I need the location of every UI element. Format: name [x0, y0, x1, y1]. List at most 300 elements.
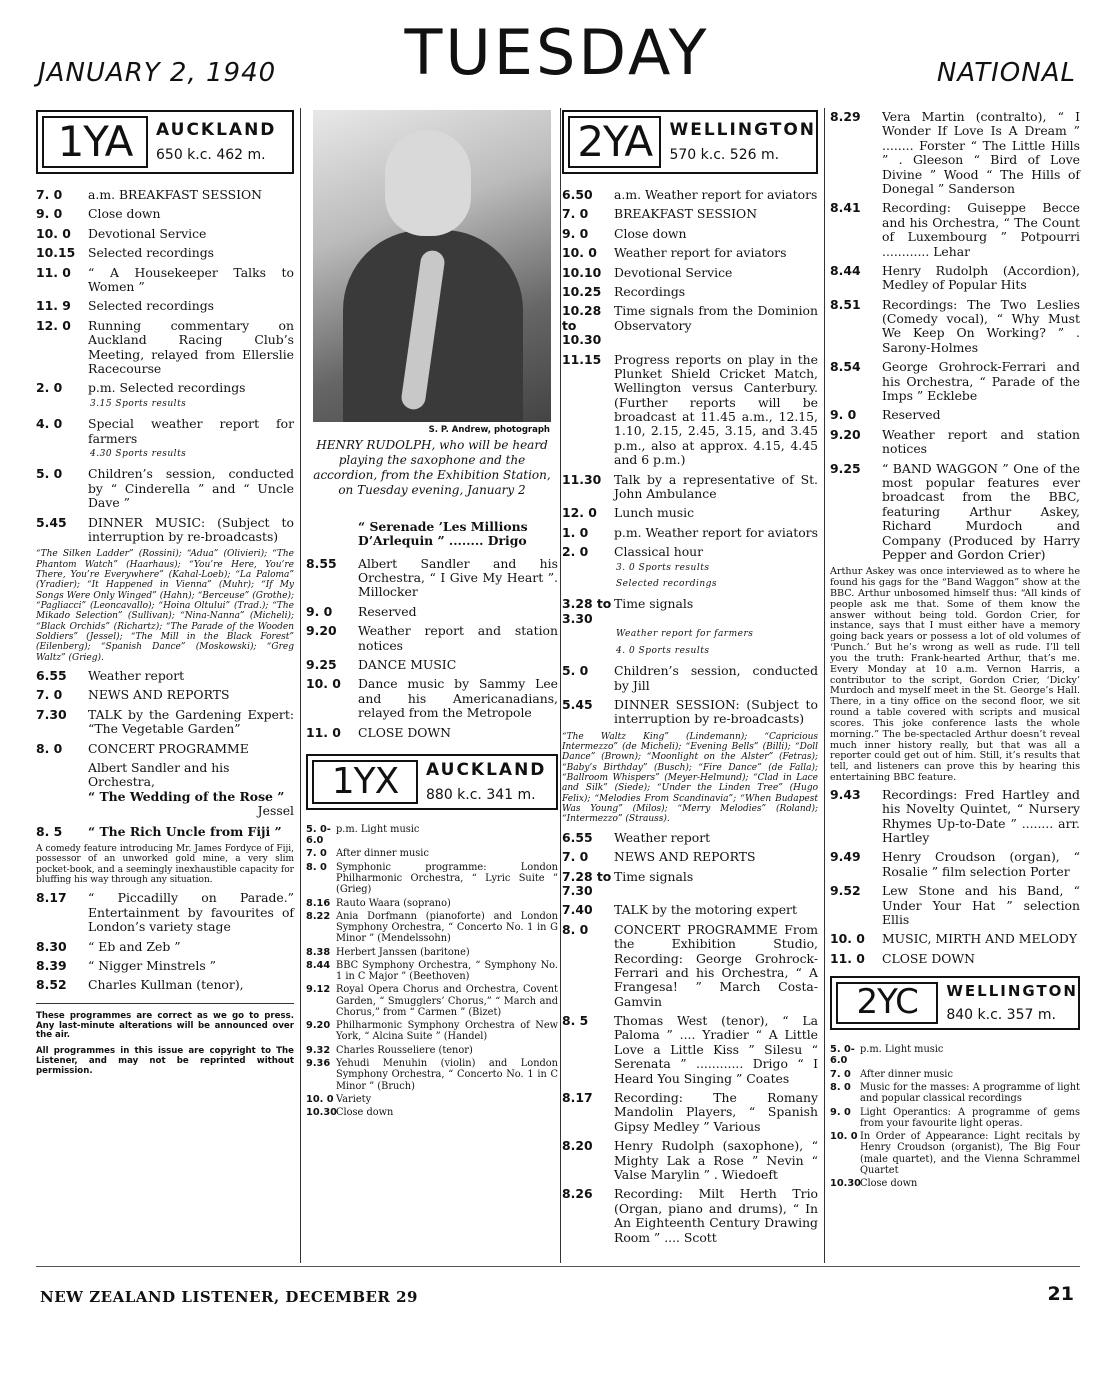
- programme-description: Children’s session, conducted by Jill: [614, 663, 818, 693]
- programme-item: [306, 848, 558, 859]
- programme-item: [562, 1139, 818, 1182]
- programme-time: 5.45: [562, 696, 593, 712]
- programme-time: 9.25: [306, 656, 337, 672]
- programme-description: Weather report: [614, 829, 711, 845]
- column-1yA: [36, 110, 294, 1083]
- programme-item: [36, 742, 294, 756]
- programme-time: 8.41: [830, 200, 861, 216]
- programme-item: [562, 903, 818, 917]
- programme-description: Variety: [336, 1093, 372, 1105]
- programme-item: [306, 984, 558, 1018]
- programme-time: 8.30: [36, 938, 67, 954]
- programme-description: BREAKFAST SESSION: [614, 206, 758, 222]
- programme-time: 8.20: [562, 1138, 593, 1154]
- feature-description: A comedy feature introducing Mr. James Fordyce of Fiji, possessor of an unworked gold mine, a very slim pocket-book, and a seemingly inexhaustible capacity for bluffing his way through any situation.: [36, 843, 294, 886]
- programme-description: Time signals from the Dominion Observatory: [614, 303, 818, 333]
- programme-time: 5. 0: [562, 663, 589, 679]
- programme-description: Selected recordings: [88, 245, 214, 261]
- programme-description: Symphonic programme: London Philharmonic Orchestra, “ Lyric Suite ” (Grieg): [336, 861, 558, 896]
- programme-item: [562, 304, 818, 347]
- programme-item: [830, 408, 1080, 422]
- programme-item: [562, 353, 818, 468]
- programme-note: 4.30 Sports results: [90, 448, 187, 459]
- programme-item: [36, 266, 294, 295]
- issue-date: JANUARY 2, 1940: [38, 58, 277, 88]
- programme-item: [830, 788, 1080, 846]
- station-header-2yc: [830, 976, 1080, 1030]
- programme-time: 7. 0: [562, 849, 589, 865]
- photo-credit: S. P. Andrew, photograph: [428, 425, 550, 435]
- programme-time: 11.15: [562, 351, 602, 367]
- programme-item: [36, 959, 294, 973]
- concert-performer: Albert Sandler and his Orchestra,: [88, 760, 230, 790]
- programme-item: [36, 978, 294, 992]
- station-name: WELLINGTON: [946, 982, 1078, 1001]
- programme-description: NEWS AND REPORTS: [614, 849, 756, 865]
- programme-description: Talk by a representative of St. John Ambulance: [614, 471, 818, 502]
- programme-description: Close down: [88, 206, 161, 222]
- programme-time: 8. 0: [830, 1081, 851, 1093]
- programme-description: “ Eb and Zeb ”: [88, 938, 181, 954]
- programme-time: 9. 0: [306, 603, 333, 619]
- programme-time: 8.16: [306, 897, 331, 909]
- concert-composer: Jessel: [257, 803, 294, 819]
- programme-item: [36, 417, 294, 446]
- programme-list-1ya-evening: [36, 669, 294, 756]
- station-call-sign: 2YC: [836, 982, 938, 1024]
- column-rule: [824, 108, 825, 1263]
- programme-time: 10. 0: [36, 225, 71, 241]
- press-note: [36, 1003, 294, 1077]
- programme-description: Time signals: [614, 596, 694, 612]
- programme-time: 11. 0: [830, 950, 865, 966]
- programme-list-2ya-evening: [562, 831, 818, 1245]
- programme-description: Recordings: The Two Leslies (Comedy vocal), “ Why Must We Keep On Working? ” . Sarony-Holmes: [882, 296, 1080, 355]
- programme-time: 11. 0: [36, 264, 71, 280]
- programme-item: [562, 870, 818, 899]
- programme-list-1yx: [306, 824, 558, 1118]
- programme-item: [562, 1187, 818, 1245]
- programme-time: 10. 0: [306, 1093, 334, 1105]
- programme-time: 10.10: [562, 264, 602, 280]
- programme-time: 8.26: [562, 1186, 593, 1202]
- programme-item: [562, 1014, 818, 1086]
- programme-item: [562, 207, 818, 221]
- programme-item: [830, 110, 1080, 196]
- programme-item: [562, 850, 818, 864]
- programme-description: Recordings: [614, 283, 686, 299]
- programme-description: Charles Kullman (tenor),: [88, 977, 244, 993]
- programme-description: After dinner music: [336, 848, 429, 860]
- programme-time: 2. 0: [36, 380, 63, 396]
- programme-item: [830, 1069, 1080, 1080]
- programme-note: 3.15 Sports results: [90, 398, 187, 409]
- publication-footer: NEW ZEALAND LISTENER, DECEMBER 29: [40, 1288, 418, 1306]
- programme-item: [36, 825, 294, 839]
- programme-item: [306, 557, 558, 600]
- programme-time: 10.15: [36, 245, 76, 261]
- programme-time: 9. 0: [830, 407, 857, 423]
- network-label: NATIONAL: [936, 58, 1076, 88]
- programme-time: 9.20: [306, 623, 337, 639]
- programme-description: In Order of Appearance: Light recitals by Henry Croudson (organist), The Big Four (male quartet), and the Vienna Schrammel Quartet: [860, 1131, 1080, 1176]
- programme-description: p.m. Weather report for aviators: [614, 524, 818, 540]
- programme-description: p.m. Light music: [860, 1044, 944, 1056]
- programme-time: 5. 0-6.0: [830, 1044, 855, 1067]
- programme-time: 8.17: [562, 1090, 593, 1106]
- programme-description: “ A Housekeeper Talks to Women ”: [88, 264, 294, 294]
- programme-time: 9.20: [830, 426, 861, 442]
- programme-time: 8.38: [306, 946, 331, 958]
- programme-item: [562, 923, 818, 1009]
- programme-item: [562, 285, 818, 299]
- programme-description: Weather report and station notices: [358, 623, 558, 653]
- programme-item: [36, 940, 294, 954]
- programme-item: [306, 658, 558, 672]
- programme-description: Thomas West (tenor), “ La Paloma ” .... Yradier “ A Little Love a Little Kiss ” Silesu “ Serenata ” ............ Drigo “ I Heard You Singing ” Coates: [614, 1013, 818, 1086]
- programme-time: 9. 0: [830, 1106, 851, 1118]
- programme-description: After dinner music: [860, 1068, 953, 1080]
- programme-time: 10. 0: [562, 245, 597, 261]
- programme-item: [562, 545, 818, 559]
- programme-item: [36, 516, 294, 545]
- programme-item: [36, 708, 294, 737]
- programme-description: Henry Rudolph (saxophone), “ Mighty Lak a Rose ” Nevin “ Valse Marylin ” . Wiedoeft: [614, 1138, 818, 1182]
- programme-item: [830, 850, 1080, 879]
- programme-description: MUSIC, MIRTH AND MELODY: [882, 931, 1078, 947]
- station-frequency: 880 k.c. 341 m.: [426, 786, 536, 803]
- programme-time: 9.49: [830, 849, 861, 865]
- station-frequency: 650 k.c. 462 m.: [156, 146, 266, 163]
- programme-item: [562, 526, 818, 540]
- programme-note: Selected recordings: [616, 579, 718, 590]
- programme-description: Royal Opera Chorus and Orchestra, Covent Garden, “ Smugglers’ Chorus,” “ March and Chorus,” from “ Carmen ” (Bizet): [336, 984, 558, 1018]
- programme-time: 9.36: [306, 1057, 331, 1069]
- programme-item: [306, 960, 558, 983]
- programme-item: [562, 597, 818, 626]
- programme-item: [830, 201, 1080, 259]
- programme-description: TALK by the Gardening Expert: “The Vegetable Garden”: [88, 706, 294, 737]
- band-waggon-anecdote: Arthur Askey was once interviewed as to where he found his gags for the “Band Waggon” show at the BBC. Arthur unbosomed himself thus: “All kinds of people ask me that. Some of them know the answer without being told. Gordon Crier, for instance, says that I must either have a memory going back years or possess a lot of old volumes of ‘Punch.’ But he’s wrong as well as rude. I’ll tell you the truth: Frank-hearted Arthur, that’s me. Every Monday at 10 a.m. Vernon Harris, a contributor to the script, Gordon Crier, ‘Dicky’ Murdoch and myself meet in the St. George’s Hall. There, in a tiny office on the second floor, we sit round a table covered with scripts and musical scores. This joke conference lasts the whole morning.” The be-spectacled Arthur doesn’t reveal much inner history really, but that was all a reporter could get out of him. Still, it’s results that tell, and listeners can prove this by hearing this entertaining BBC feature.: [830, 566, 1080, 784]
- programme-description: “ Piccadilly on Parade.” Entertainment by favourites of London’s variety stage: [88, 890, 294, 935]
- programme-time: 8. 0: [562, 921, 589, 937]
- programme-time: 9.52: [830, 883, 861, 899]
- programme-description: a.m. Weather report for aviators: [614, 187, 818, 202]
- programme-description: Progress reports on play in the Plunket Shield Cricket Match, Wellington versus Canterbury. (Further reports will be broadcast at 11.45 a.m., 12.15, 1.10, 2.15, 2.45, 3.15, and 3.45 p.m., also at approx. 4.15, 4.45 and 6 p.m.): [614, 351, 818, 468]
- station-name: AUCKLAND: [156, 120, 277, 141]
- programme-description: TALK by the motoring expert: [614, 902, 797, 918]
- programme-item: [36, 227, 294, 241]
- programme-description: DANCE MUSIC: [358, 656, 457, 672]
- programme-description: Lunch music: [614, 505, 695, 521]
- programme-time: 8.17: [36, 890, 67, 906]
- programme-item: [562, 698, 818, 727]
- programme-description: Recordings: Fred Hartley and his Novelty Quintet, “ Nursery Rhymes Up-to-Date ” ........ arr. Hartley: [882, 786, 1080, 846]
- programme-description: Time signals: [614, 868, 694, 884]
- programme-time: 8.44: [306, 959, 331, 971]
- programme-description: NEWS AND REPORTS: [88, 687, 230, 703]
- programme-item: [306, 898, 558, 909]
- programme-item: [830, 462, 1080, 563]
- programme-time: 6.55: [36, 668, 67, 684]
- programme-list-2ya: [562, 188, 818, 727]
- programme-time: 10.28 to 10.30: [562, 303, 602, 348]
- programme-time: 11. 0: [306, 724, 341, 740]
- programme-item: [562, 506, 818, 520]
- station-header-1ya: [36, 110, 294, 174]
- programme-description: “ BAND WAGGON ” One of the most popular features ever broadcast from the BBC, featuring Arthur Askey, Richard Murdoch and Company (Produced by Harry Pepper and Gordon Crier): [882, 460, 1080, 562]
- programme-item: [36, 891, 294, 934]
- programme-description: CONCERT PROGRAMME From the Exhibition Studio, Recording: George Grohrock-Ferrari and his Orchestra, “ A Frangesa! ” March Costa-Gamvin: [614, 921, 818, 1009]
- programme-item: [306, 862, 558, 896]
- programme-item: [830, 1082, 1080, 1105]
- programme-time: 7. 0: [830, 1068, 851, 1080]
- programme-time: 8. 0: [36, 740, 63, 756]
- column-rule: [300, 108, 301, 1263]
- programme-time: 9.20: [306, 1020, 331, 1032]
- programme-item: [306, 1094, 558, 1105]
- programme-time: 8.51: [830, 296, 861, 312]
- programme-time: 7. 0: [36, 187, 63, 202]
- programme-description: CLOSE DOWN: [358, 724, 452, 740]
- programme-description: Music for the masses: A programme of light and popular classical recordings: [860, 1081, 1080, 1105]
- programme-item: [562, 188, 818, 202]
- programme-time: 9. 0: [562, 225, 589, 241]
- page-number: 21: [1047, 1283, 1074, 1305]
- programme-item: [306, 1045, 558, 1056]
- programme-item: [306, 911, 558, 945]
- programme-description: “ Nigger Minstrels ”: [88, 957, 216, 973]
- programme-time: 9. 0: [36, 206, 63, 222]
- programme-description: p.m. Selected recordings: [88, 380, 246, 396]
- programme-item: [36, 381, 294, 395]
- programme-description: Close down: [614, 225, 687, 241]
- programme-description: Children’s session, conducted by “ Cinderella ” and “ Uncle Dave ”: [88, 466, 294, 511]
- programme-item: [36, 669, 294, 683]
- programme-description: Devotional Service: [614, 264, 733, 280]
- programme-description: DINNER SESSION: (Subject to interruption by re-broadcasts): [614, 696, 818, 727]
- station-header-1yx: [306, 754, 558, 810]
- henry-rudolph-photo: [313, 110, 551, 422]
- footer-rule: [36, 1266, 1080, 1267]
- programme-time: 10. 0: [830, 931, 865, 947]
- programme-description: p.m. Light music: [336, 823, 420, 835]
- programme-description: CLOSE DOWN: [882, 950, 976, 966]
- dinner-music-list: “The Silken Ladder” (Rossini); “Adua” (Olivieri); “The Phantom Watch” (Haarhaus); “You’re Here, You’re There, You’re Everywhere” (Kahal-Loeb); “La Paloma” (Yradier); “It Happened in Vienna” (Muhr); “If My Songs Were Only Winged” (Hahn); “Berceuse” (Grothe); “Pagliacci” (Leoncavallo); “Hoina Oltului” (Trad.); “The Mikado Selection” (Sullivan); “Nina-Nanna” (Micheli); “Black Orchids” (Richartz); “The Parade of the Wooden Soldiers” (Jessel); “The Mill in the Black Forest” (Eilenberg); “Spanish Dance” (Moskowski); “Greg Waltz” (Grieg).: [36, 549, 294, 663]
- programme-time: 8. 5: [36, 823, 63, 839]
- column-2ya: [562, 110, 818, 1250]
- programme-item: [36, 319, 294, 377]
- station-frequency: 840 k.c. 357 m.: [946, 1006, 1056, 1023]
- column-photo: [306, 110, 558, 1120]
- day-title: TUESDAY: [404, 16, 710, 89]
- programme-description: Herbert Janssen (baritone): [336, 946, 470, 958]
- programme-item: [306, 947, 558, 958]
- programme-item: [36, 207, 294, 221]
- programme-description: CONCERT PROGRAMME: [88, 740, 249, 756]
- programme-description: Reserved: [358, 603, 417, 619]
- programme-time: 9.25: [830, 460, 861, 476]
- programme-item: [830, 1131, 1080, 1176]
- programme-description: Weather report: [88, 668, 185, 684]
- station-call-sign: 1YA: [42, 116, 148, 168]
- programme-item: [562, 473, 818, 502]
- programme-item: [562, 1091, 818, 1134]
- programme-time: 8. 5: [562, 1013, 589, 1029]
- programme-item: [830, 884, 1080, 927]
- programme-description: Selected recordings: [88, 298, 214, 314]
- programme-item: [830, 932, 1080, 946]
- programme-item: [830, 952, 1080, 966]
- programme-item: [306, 824, 558, 847]
- programme-time: 3.28 to 3.30: [562, 596, 612, 626]
- programme-item: [36, 299, 294, 313]
- programme-title: “ The Rich Uncle from Fiji ”: [88, 823, 282, 839]
- programme-description: Running commentary on Auckland Racing Club’s Meeting, relayed from Ellerslie Racecourse: [88, 317, 294, 376]
- programme-time: 7. 0: [36, 687, 63, 703]
- programme-time: 7.28 to 7.30: [562, 868, 612, 898]
- programme-time: 5.45: [36, 514, 67, 530]
- programme-item: [306, 677, 558, 720]
- programme-note: Weather report for farmers: [616, 629, 754, 640]
- programme-time: 10. 0: [306, 676, 341, 692]
- programme-description: Dance music by Sammy Lee and his Americanadians, relayed from the Metropole: [358, 676, 558, 721]
- programme-item: [562, 246, 818, 260]
- dinner-session-list: “The Waltz King” (Lindemann); “Capricious Intermezzo” (de Micheli); “Evening Bells” (Billi); “Doll Dance” (Brown); “Moonlight on the Alster” (Fetras); “Baby’s Birthday” (Busch); “Fire Dance” (de Falla); “Ballroom Whispers” (Meyer-Helmund); “Clad in Lace and Silk” (Siede); “Under the Linden Tree” (Hugo Felix); “Melodies From Scandinavia”; “When Budapest Was Young” (Milos); “Merry Melodies” (Roland); “Intermezzo” (Strauss).: [562, 731, 818, 825]
- programme-item: [562, 266, 818, 280]
- programme-description: Recording: The Romany Mandolin Players, “ Spanish Gipsy Medley ” Various: [614, 1090, 818, 1134]
- programme-item: [830, 1107, 1080, 1130]
- programme-time: 7.30: [36, 706, 67, 722]
- programme-time: 8.55: [306, 555, 337, 571]
- programme-note: 4. 0 Sports results: [616, 645, 710, 656]
- programme-description: Recording: Guiseppe Becce and his Orchestra, “ The Count of Luxembourg ” Potpourri ............ Lehar: [882, 200, 1080, 259]
- programme-list-2ya-cont: [830, 110, 1080, 562]
- programme-list-2yc: [830, 1044, 1080, 1189]
- programme-description: Light Operantics: A programme of gems from your favourite light operas.: [860, 1106, 1080, 1129]
- programme-item: [562, 831, 818, 845]
- programme-description: Close down: [860, 1178, 918, 1190]
- programme-time: 8.44: [830, 262, 861, 278]
- concert-detail: [36, 761, 294, 819]
- station-name: AUCKLAND: [426, 759, 547, 780]
- programme-time: 2. 0: [562, 544, 589, 560]
- programme-time: 10.30: [830, 1178, 861, 1190]
- programme-list-2ya-late: [830, 788, 1080, 966]
- programme-description: Philharmonic Symphony Orchestra of New York, “ Alcina Suite ” (Handel): [336, 1020, 558, 1043]
- programme-item: [306, 624, 558, 653]
- programme-time: 9.12: [306, 984, 331, 996]
- programme-time: 6.55: [562, 829, 593, 845]
- programme-time: 7. 0: [562, 206, 589, 222]
- programme-time: 6.50: [562, 187, 593, 202]
- programme-time: 4. 0: [36, 416, 63, 432]
- programme-item: [36, 467, 294, 510]
- programme-item: [306, 1107, 558, 1118]
- programme-description: Ania Dorfmann (pianoforte) and London Symphony Orchestra, “ Concerto No. 1 in G Minor ” (Mendelssohn): [336, 910, 558, 945]
- alterations-note: These programmes are correct as we go to press. Any last-minute alterations will be announced over the air.: [36, 1010, 294, 1041]
- column-rule: [560, 108, 561, 1263]
- programme-description: Weather report and station notices: [882, 426, 1080, 457]
- copyright-note: All programmes in this issue are copyright to The Listener, and may not be reprinted without permission.: [36, 1046, 294, 1077]
- concert-piece: “ The Wedding of the Rose ”: [88, 788, 285, 804]
- programme-description: Recording: Milt Herth Trio (Organ, piano and drums), “ In An Eighteenth Century Drawing Room ” .... Scott: [614, 1186, 818, 1245]
- programme-list-1ya-cont: [306, 557, 558, 740]
- programme-description: Vera Martin (contralto), “ I Wonder If Love Is A Dream ” ........ Forster “ The Little Hills ” . Gleeson “ Bird of Love Divine ” Wood “ The Hills of Donegal ” Sanderson: [882, 109, 1080, 196]
- programme-time: 11.30: [562, 471, 602, 487]
- programme-description: BBC Symphony Orchestra, “ Symphony No. 1 in C Major ” (Beethoven): [336, 959, 558, 983]
- programme-item: [830, 1044, 1080, 1067]
- programme-item: [306, 1058, 558, 1092]
- programme-time: 11. 9: [36, 298, 71, 314]
- programme-time: 8.29: [830, 109, 861, 124]
- programme-item: [36, 688, 294, 702]
- station-name: WELLINGTON: [669, 120, 816, 141]
- programme-item: [830, 298, 1080, 356]
- programme-description: Yehudi Menuhin (violin) and London Symphony Orchestra, “ Concerto No. 1 in C Minor ” (Bruch): [336, 1057, 558, 1092]
- programme-time: 8.54: [830, 359, 861, 375]
- programme-item: [562, 227, 818, 241]
- programme-item: [306, 726, 558, 740]
- programme-item: [830, 428, 1080, 457]
- programme-time: 7.40: [562, 902, 593, 918]
- programme-time: 8. 0: [306, 861, 327, 873]
- programme-description: Albert Sandler and his Orchestra, “ I Give My Heart ”. Millocker: [358, 555, 558, 600]
- photo-caption: HENRY RUDOLPH, who will be heard playing the saxophone and the accordion, from the Exhibition Station, on Tuesday evening, January 2: [313, 437, 551, 497]
- programme-description: Reserved: [882, 407, 941, 423]
- programme-description: Henry Rudolph (Accordion), Medley of Popular Hits: [882, 262, 1080, 293]
- programme-item: [830, 1178, 1080, 1189]
- station-call-sign: 1YX: [312, 760, 418, 804]
- programme-time: 7. 0: [306, 848, 327, 860]
- programme-time: 10.30: [306, 1107, 337, 1119]
- programme-item: [562, 664, 818, 693]
- programme-time: 1. 0: [562, 524, 589, 540]
- station-frequency: 570 k.c. 526 m.: [669, 146, 780, 163]
- programme-list-1ya: [36, 188, 294, 544]
- programme-description: Charles Rousseliere (tenor): [336, 1044, 473, 1056]
- programme-time: 8.22: [306, 910, 331, 922]
- programme-description: Classical hour: [614, 544, 704, 560]
- station-call-sign: 2YA: [568, 116, 661, 168]
- programme-time: 9.32: [306, 1044, 331, 1056]
- programme-item: [36, 246, 294, 260]
- programme-time: 5. 0: [36, 466, 63, 482]
- programme-description: Weather report for aviators: [614, 245, 787, 261]
- programme-time: 8.52: [36, 977, 67, 993]
- programme-description: Devotional Service: [88, 225, 207, 241]
- programme-time: 9.43: [830, 786, 861, 802]
- programme-item: [306, 1020, 558, 1043]
- programme-description: a.m. BREAKFAST SESSION: [88, 187, 262, 202]
- programme-item: [830, 360, 1080, 403]
- programme-time: 10. 0: [830, 1131, 858, 1143]
- programme-list-1ya-late: [36, 891, 294, 992]
- programme-item: [830, 264, 1080, 293]
- programme-description: Special weather report for farmers: [88, 416, 294, 446]
- station-header-2ya: [562, 110, 818, 174]
- programme-description: George Grohrock-Ferrari and his Orchestra, “ Parade of the Imps ” Ecklebe: [882, 359, 1080, 404]
- programme-time: 12. 0: [36, 317, 71, 333]
- programme-item: [306, 605, 558, 619]
- programme-time: 12. 0: [562, 505, 597, 521]
- programme-time: 8.39: [36, 957, 67, 973]
- programme-time: 10.25: [562, 283, 602, 299]
- column-2ya-cont: [830, 110, 1080, 1191]
- programme-description: Henry Croudson (organ), “ Rosalie ” film selection Porter: [882, 849, 1080, 879]
- programme-description: Close down: [336, 1107, 394, 1119]
- programme-description: DINNER MUSIC: (Subject to interruption by re-broadcasts): [88, 514, 294, 544]
